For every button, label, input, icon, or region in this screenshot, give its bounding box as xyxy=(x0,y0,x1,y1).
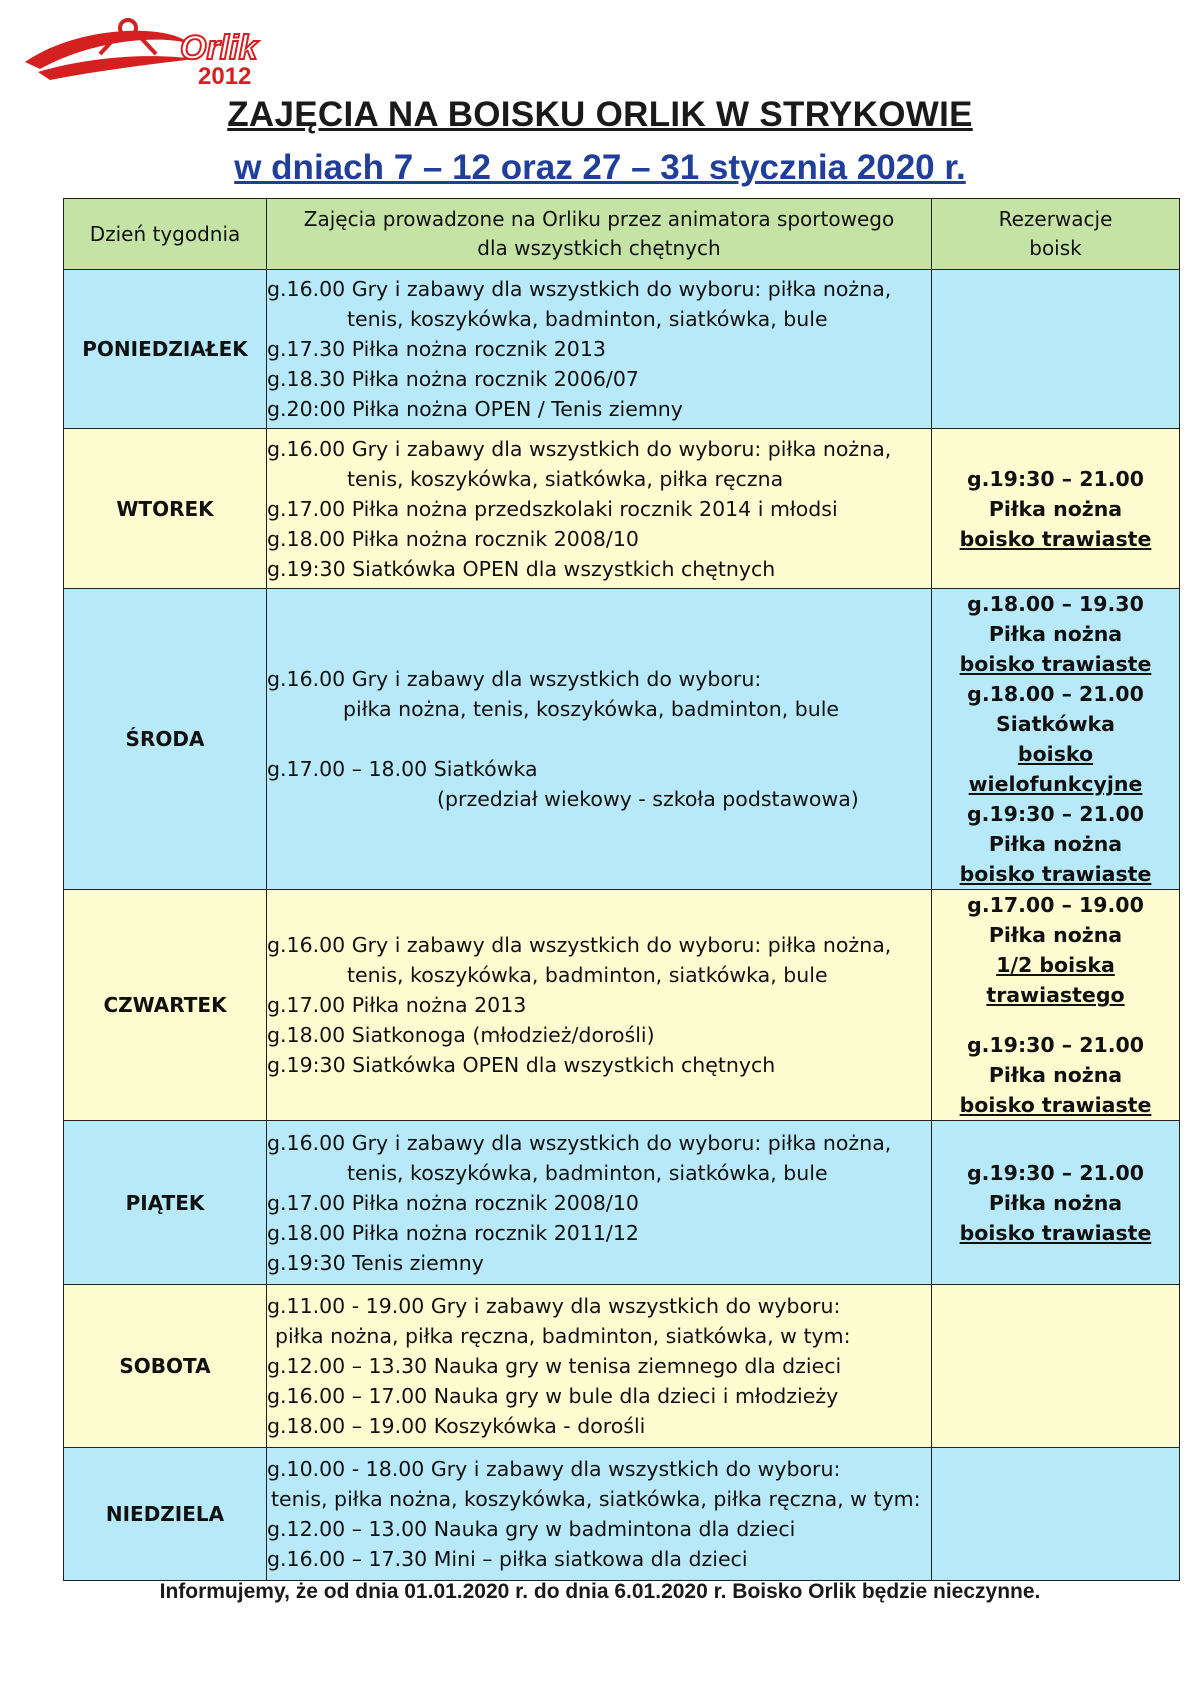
activity-line: g.19:30 Tenis ziemny xyxy=(267,1250,484,1275)
reservation-time: g.19:30 – 21.00 xyxy=(966,466,1145,491)
activity-line: g.10.00 - 18.00 Gry i zabawy dla wszystkich do wyboru: xyxy=(267,1457,841,1481)
reservation-field: boisko trawiaste xyxy=(959,1220,1152,1245)
reservation-field: 1/2 boiska trawiastego xyxy=(986,953,1125,1007)
activity-line: g.12.00 – 13.00 Nauka gry w badmintona dla dzieci xyxy=(267,1517,796,1541)
table-row xyxy=(64,589,1180,890)
orlik-logo-graphic xyxy=(20,14,320,86)
table-row xyxy=(64,1448,1180,1581)
activity-line: g.16.00 Gry i zabawy dla wszystkich do wyboru: piłka nożna, xyxy=(267,1130,892,1155)
day-cell: NIEDZIELA xyxy=(64,1448,267,1581)
reservations-cell xyxy=(932,1121,1180,1285)
activity-line: g.16.00 Gry i zabawy dla wszystkich do wyboru: xyxy=(267,667,762,691)
table-row xyxy=(64,270,1180,429)
activity-line: g.17.00 Piłka nożna 2013 xyxy=(267,993,527,1017)
spacer xyxy=(267,724,931,754)
activity-line: piłka nożna, tenis, koszykówka, badminton, bule xyxy=(343,697,840,721)
activity-line: g.19:30 Siatkówka OPEN dla wszystkich chętnych xyxy=(267,556,776,581)
activity-line: (przedział wiekowy - szkoła podstawowa) xyxy=(437,787,859,811)
activity-line: tenis, koszykówka, badminton, siatkówka, bule xyxy=(347,307,828,331)
reservation-time: g.19:30 – 21.00 xyxy=(966,1033,1145,1057)
table-row xyxy=(64,429,1180,589)
day-cell: SOBOTA xyxy=(64,1285,267,1448)
header-activities-line-2: dla wszystkich chętnych xyxy=(477,236,721,260)
header-activities xyxy=(267,199,932,270)
activity-line: tenis, piłka nożna, koszykówka, siatkówka, piłka ręczna, w tym: xyxy=(271,1487,921,1511)
header-reservations-line-1: Rezerwacje xyxy=(998,207,1113,231)
schedule-table xyxy=(63,198,1180,1581)
table-row xyxy=(64,1285,1180,1448)
reservation-field: boisko trawiaste xyxy=(959,1093,1152,1117)
reservation-time: g.19:30 – 21.00 xyxy=(966,802,1145,826)
reservation-sport: Piłka nożna xyxy=(988,1063,1123,1087)
day-cell: WTOREK xyxy=(64,429,267,589)
reservations-cell xyxy=(932,270,1180,429)
reservation-time: g.18.00 – 21.00 xyxy=(967,682,1144,706)
reservations-cell xyxy=(932,589,1180,890)
activity-line: g.18.00 Piłka nożna rocznik 2008/10 xyxy=(267,526,639,551)
activity-line: tenis, koszykówka, badminton, siatkówka, bule xyxy=(347,963,828,987)
activity-line: g.20:00 Piłka nożna OPEN / Tenis ziemny xyxy=(267,397,683,421)
page-subtitle: w dniach 7 – 12 oraz 27 – 31 stycznia 2020 r. xyxy=(234,148,966,187)
reservation-field: boisko trawiaste xyxy=(959,862,1152,886)
reservations-cell xyxy=(932,890,1180,1121)
activities-cell xyxy=(267,429,932,589)
reservation-sport: Piłka nożna xyxy=(988,832,1123,856)
reservation-time: g.18.00 – 19.30 xyxy=(967,592,1144,616)
reservation-time: g.17.00 – 19.00 xyxy=(967,893,1144,917)
activity-line: g.16.00 Gry i zabawy dla wszystkich do wyboru: piłka nożna, xyxy=(267,933,892,957)
day-cell: PONIEDZIAŁEK xyxy=(64,270,267,429)
reservation-sport: Piłka nożna xyxy=(988,622,1123,646)
activity-line: g.16.00 – 17.00 Nauka gry w bule dla dzieci i młodzieży xyxy=(267,1384,839,1408)
header-reservations xyxy=(932,199,1180,270)
day-cell: PIĄTEK xyxy=(64,1121,267,1285)
table-row xyxy=(64,890,1180,1121)
activity-line: g.16.00 – 17.30 Mini – piłka siatkowa dla dzieci xyxy=(267,1547,748,1571)
activity-line: g.11.00 - 19.00 Gry i zabawy dla wszystkich do wyboru: xyxy=(267,1294,841,1318)
reservation-sport: Siatkówka xyxy=(996,712,1115,736)
activity-line: g.16.00 Gry i zabawy dla wszystkich do wyboru: piłka nożna, xyxy=(267,277,892,301)
spacer xyxy=(932,1010,1179,1030)
day-cell: ŚRODA xyxy=(64,589,267,890)
activity-line: g.17.30 Piłka nożna rocznik 2013 xyxy=(267,337,606,361)
logo-text: Orlik xyxy=(180,29,258,67)
page-title: ZAJĘCIA NA BOISKU ORLIK W STRYKOWIE xyxy=(227,95,973,134)
activities-cell xyxy=(267,589,932,890)
activities-cell xyxy=(267,890,932,1121)
activity-line: g.19:30 Siatkówka OPEN dla wszystkich chętnych xyxy=(267,1053,776,1077)
reservation-sport: Piłka nożna xyxy=(988,496,1123,521)
reservation-sport: Piłka nożna xyxy=(988,923,1123,947)
reservation-field: boisko trawiaste xyxy=(959,652,1152,676)
logo-year: 2012 xyxy=(198,63,252,86)
reservations-cell xyxy=(932,1448,1180,1581)
activity-line: g.17.00 Piłka nożna rocznik 2008/10 xyxy=(267,1190,639,1215)
table-row xyxy=(64,1121,1180,1285)
activities-cell xyxy=(267,1285,932,1448)
activity-line: piłka nożna, piłka ręczna, badminton, siatkówka, w tym: xyxy=(275,1324,851,1348)
activity-line: g.16.00 Gry i zabawy dla wszystkich do wyboru: piłka nożna, xyxy=(267,436,892,461)
activity-line: g.12.00 – 13.30 Nauka gry w tenisa ziemnego dla dzieci xyxy=(267,1354,842,1378)
reservation-field: boisko wielofunkcyjne xyxy=(968,742,1143,796)
table-header-row xyxy=(64,199,1180,270)
reservations-cell xyxy=(932,429,1180,589)
activity-line: tenis, koszykówka, badminton, siatkówka, bule xyxy=(347,1160,828,1185)
activity-line: g.18.00 Piłka nożna rocznik 2011/12 xyxy=(267,1220,639,1245)
reservation-time: g.19:30 – 21.00 xyxy=(966,1160,1145,1185)
activity-line: g.18.00 – 19.00 Koszykówka - dorośli xyxy=(267,1414,646,1438)
activities-cell xyxy=(267,1448,932,1581)
header-reservations-line-2: boisk xyxy=(1029,236,1082,260)
header-activities-line-1: Zajęcia prowadzone na Orliku przez animatora sportowego xyxy=(303,207,895,231)
reservations-cell xyxy=(932,1285,1180,1448)
activity-line: g.18.30 Piłka nożna rocznik 2006/07 xyxy=(267,367,639,391)
header-day: Dzień tygodnia xyxy=(64,199,267,270)
activity-line: g.17.00 Piłka nożna przedszkolaki rocznik 2014 i młodsi xyxy=(267,496,838,521)
activities-cell xyxy=(267,270,932,429)
orlik-2012-logo xyxy=(20,14,320,86)
activity-line: g.17.00 – 18.00 Siatkówka xyxy=(267,757,538,781)
activity-line: tenis, koszykówka, siatkówka, piłka ręczna xyxy=(347,466,784,491)
activities-cell xyxy=(267,1121,932,1285)
closure-notice: Informujemy, że od dnia 01.01.2020 r. do dnia 6.01.2020 r. Boisko Orlik będzie nieczynne. xyxy=(159,1580,1041,1603)
reservation-field: boisko trawiaste xyxy=(959,526,1152,551)
reservation-sport: Piłka nożna xyxy=(988,1190,1123,1215)
day-cell: CZWARTEK xyxy=(64,890,267,1121)
activity-line: g.18.00 Siatkonoga (młodzież/dorośli) xyxy=(267,1023,655,1047)
